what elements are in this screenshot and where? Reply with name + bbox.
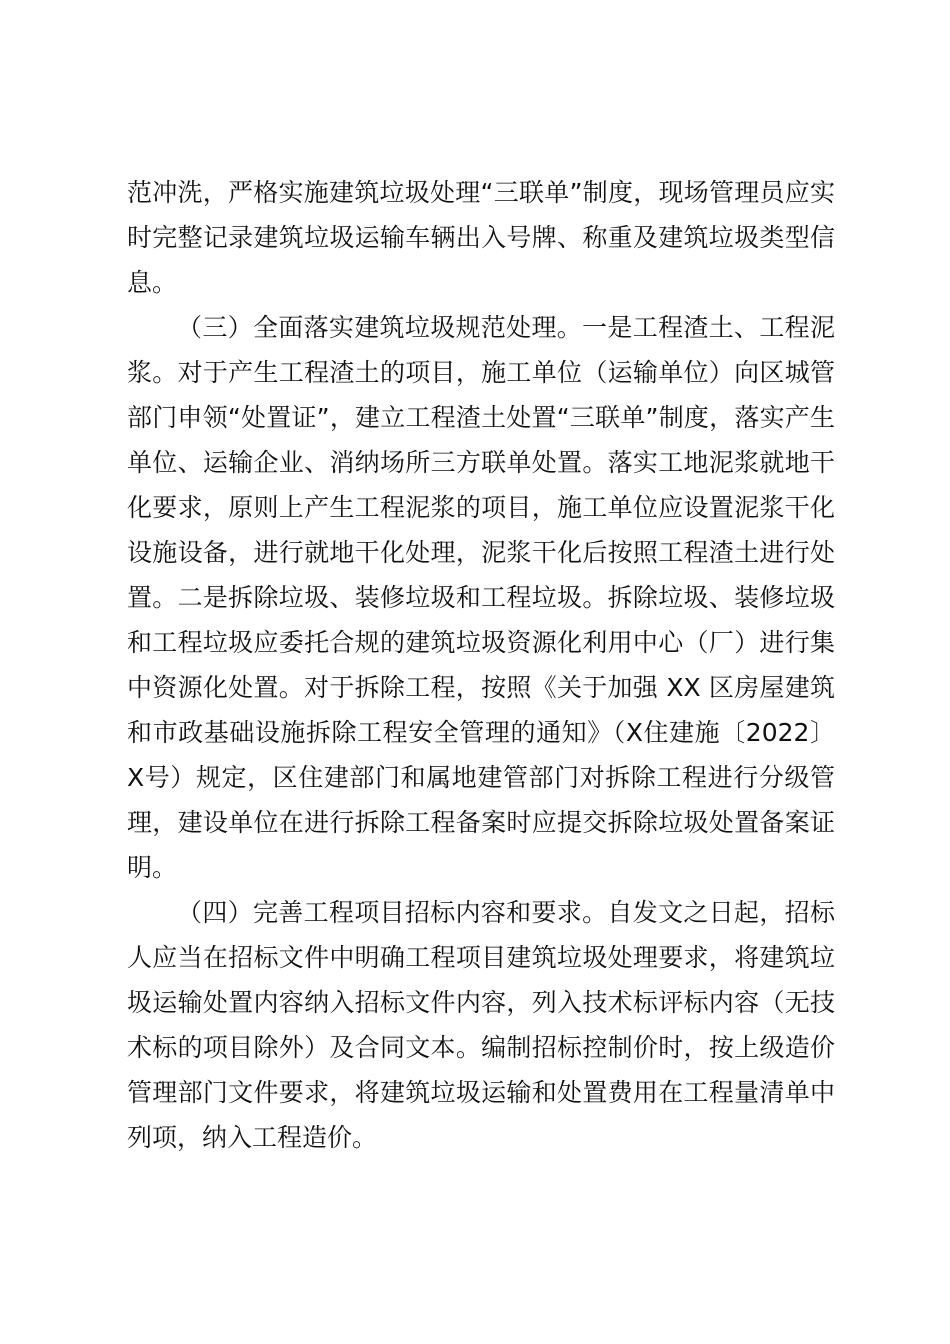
paragraph-section-four: （四）完善工程项目招标内容和要求。自发文之日起，招标人应当在招标文件中明确工程项目建筑垃圾处理要求，将建筑垃圾运输处置内容纳入招标文件内容，列入技术标评标内容（无技术标的项目除外）及合同文本。编制招标控制价时，按上级造价管理部门文件要求，将建筑垃圾运输和处置费用在工程量清单中列项，纳入工程造价。 [127,898,835,1152]
paragraph-continuation: 范冲洗，严格实施建筑垃圾处理“三联单”制度，现场管理员应实时完整记录建筑垃圾运输车辆出入号牌、称重及建筑垃圾类型信息。 [127,178,835,297]
document-body [127,170,835,1160]
paragraph-section-three: （三）全面落实建筑垃圾规范处理。一是工程渣土、工程泥浆。对于产生工程渣土的项目，施工单位（运输单位）向区城管部门申领“处置证”，建立工程渣土处置“三联单”制度，落实产生单位、运输企业、消纳场所三方联单处置。落实工地泥浆就地干化要求，原则上产生工程泥浆的项目，施工单位应设置泥浆干化设施设备，进行就地干化处理，泥浆干化后按照工程渣土进行处置。二是拆除垃圾、装修垃圾和工程垃圾。拆除垃圾、装修垃圾和工程垃圾应委托合规的建筑垃圾资源化利用中心（厂）进行集中资源化处置。对于拆除工程，按照《关于加强 XX 区房屋建筑和市政基础设施拆除工程安全管理的通知》（X住建施〔2022〕X号）规定，区住建部门和属地建管部门对拆除工程进行分级管理，建设单位在进行拆除工程备案时应提交拆除垃圾处置备案证明。 [127,313,835,882]
